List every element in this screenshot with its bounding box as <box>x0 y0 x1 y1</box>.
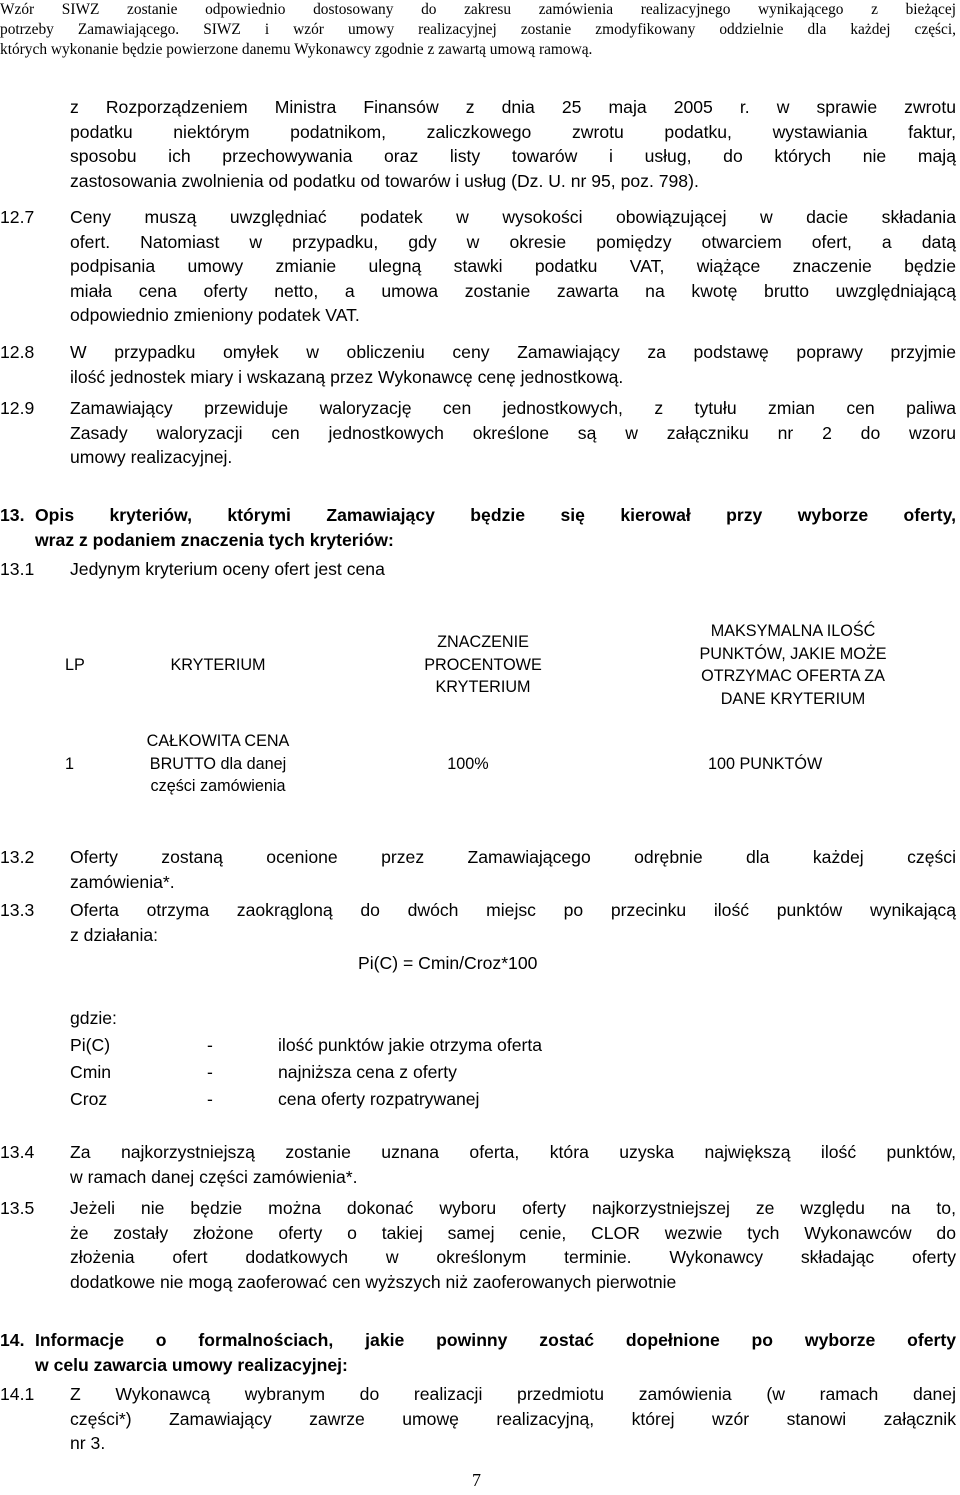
definition-row <box>70 1033 770 1060</box>
definition-symbol: Cmin <box>70 1062 112 1082</box>
text-line: odpowiednio zmieniony podatek VAT. <box>70 305 360 325</box>
text-line: Oferty zostaną ocenione przez Zamawiającego odrębnie dla każdej części <box>70 847 956 867</box>
text-line: umowy realizacyjnej. <box>70 447 233 467</box>
definition-symbol: Pi(C) <box>70 1035 111 1055</box>
definition-text: cena oferty rozpatrywanej <box>278 1089 480 1109</box>
text-line: Zamawiający przewiduje waloryzację cen jednostkowych, z tytułu zmian cen paliwa <box>70 398 956 418</box>
section-number: 14.1 <box>0 1384 35 1404</box>
section-number: 12.7 <box>0 207 35 227</box>
header-line: których wykonanie będzie powierzone danemu Wykonawcy zgodnie z zawartą umową ramową. <box>0 41 593 58</box>
text-line: W przypadku omyłek w obliczeniu ceny Zamawiający za podstawę poprawy przyjmie <box>70 342 956 362</box>
section-number: 13. <box>0 505 25 525</box>
table-header-cell: ZNACZENIE PROCENTOWE KRYTERIUM <box>424 633 542 697</box>
section-number: 13.5 <box>0 1198 35 1218</box>
definition-text: ilość punktów jakie otrzyma oferta <box>278 1035 543 1055</box>
table-cell: CAŁKOWITA CENA BRUTTO dla danej części zamówienia <box>146 732 290 796</box>
text-line: Oferta otrzyma zaokrągloną do dwóch miejsc po przecinku ilość punktów wynikającą <box>70 900 956 920</box>
definition-dash: - <box>207 1062 213 1082</box>
text-line: z działania: <box>70 924 159 945</box>
text-line: Jedynym kryterium oceny ofert jest cena <box>70 559 385 579</box>
heading-line: Opis kryteriów, którymi Zamawiający będzie się kierował przy wyborze oferty, <box>35 505 956 525</box>
text-line: podatku niektórym podatnikom, zaliczkowego zwrotu podatku, wystawiania faktur, <box>70 121 956 142</box>
table-row <box>18 724 948 804</box>
definition-row <box>70 1087 770 1114</box>
section-number: 13.2 <box>0 847 35 867</box>
text-line: ilość jednostek miary i wskazaną przez Wykonawcę cenę jednostkową. <box>70 366 624 387</box>
definition-dash: - <box>207 1089 213 1109</box>
text-line: Ceny muszą uwzględniać podatek w wysokości obowiązującej w dacie składania <box>70 207 956 227</box>
text-line: nr 3. <box>70 1433 106 1453</box>
definition-dash: - <box>207 1035 213 1055</box>
text-line: ofert. Natomiast w przypadku, gdy w okresie pomiędzy otwarciem ofert, a datą <box>70 231 956 252</box>
text-line: że zostały złożone oferty o takiej samej cenie, CLOR wezwie tych Wykonawców do <box>70 1222 956 1243</box>
table-header-cell: KRYTERIUM <box>170 655 266 674</box>
heading-line: wraz z podaniem znaczenia tych kryteriów: <box>35 529 394 550</box>
text-line: Zasady waloryzacji cen jednostkowych określone są w załączniku nr 2 do wzoru <box>70 422 956 443</box>
header-line: potrzeby Zamawiającego. SIWZ i wzór umowy realizacyjnej zostanie zmodyfikowany oddzielnie dla każdej części, <box>0 21 956 38</box>
text-line: sposobu ich przechowywania oraz listy towarów i usług, do których nie mają <box>70 146 956 166</box>
table-cell: 1 <box>65 754 75 773</box>
text-line: Jeżeli nie będzie można dokonać wyboru oferty najkorzystniejszej ze względu na to, <box>70 1198 956 1218</box>
table-header-cell: LP <box>65 655 85 674</box>
page-number: 7 <box>472 1470 481 1490</box>
section-number: 12.8 <box>0 342 35 362</box>
header-note <box>0 0 956 60</box>
table-header-row <box>18 606 948 724</box>
header-line: Wzór SIWZ zostanie odpowiednio dostosowany do zakresu zamówienia realizacyjnego wynikającego z bieżącej <box>0 1 956 18</box>
heading-line: w celu zawarcia umowy realizacyjnej: <box>35 1354 348 1375</box>
text-line: Za najkorzystniejszą zostanie uznana oferta, która uzyska największą ilość punktów, <box>70 1142 956 1162</box>
section-number: 13.1 <box>0 559 35 579</box>
table-cell: 100% <box>447 754 489 773</box>
text-line: złożenia ofert dodatkowych w określonym terminie. Wykonawcy składając oferty <box>70 1247 956 1267</box>
text-line: zastosowania zwolnienia od podatku od towarów i usług (Dz. U. nr 95, poz. 798). <box>70 170 699 191</box>
text-line: Z Wykonawcą wybranym do realizacji przedmiotu zamówienia (w ramach danej <box>70 1384 956 1404</box>
definition-text: najniższa cena z oferty <box>278 1062 457 1082</box>
text-line: części*) Zamawiający zawrze umowę realizacyjną, której wzór stanowi załącznik <box>70 1408 956 1429</box>
text-line: w ramach danej części zamówienia*. <box>70 1166 358 1187</box>
section-number: 14. <box>0 1330 25 1350</box>
criteria-table <box>18 606 948 804</box>
definition-symbol: Croz <box>70 1089 108 1109</box>
table-header-cell: MAKSYMALNA ILOŚĆ PUNKTÓW, JAKIE MOŻE OTRZYMAC OFERTA ZA DANE KRYTERIUM <box>699 622 887 708</box>
text-line: miała cena oferty netto, a umowa zostanie zawarta na kwotę brutto uwzględniającą <box>70 280 956 301</box>
table-cell: 100 PUNKTÓW <box>708 754 823 773</box>
gdzie-label: gdzie: <box>70 1008 117 1028</box>
section-number: 12.9 <box>0 398 35 418</box>
text-line: dodatkowe nie mogą zaoferować cen wyższych niż zaoferowanych pierwotnie <box>70 1271 677 1292</box>
definition-row <box>70 1060 770 1087</box>
section-number: 13.4 <box>0 1142 35 1162</box>
section-number: 13.3 <box>0 900 35 920</box>
text-line: zamówienia*. <box>70 871 175 892</box>
text-line: podpisania umowy zmianie ulegną stawki podatku VAT, wiążące znaczenie będzie <box>70 256 956 276</box>
heading-line: Informacje o formalnościach, jakie powinny zostać dopełnione po wyborze oferty <box>35 1330 956 1350</box>
formula: Pi(C) = Cmin/Croz*100 <box>358 953 538 973</box>
text-line: z Rozporządzeniem Ministra Finansów z dnia 25 maja 2005 r. w sprawie zwrotu <box>70 97 956 117</box>
